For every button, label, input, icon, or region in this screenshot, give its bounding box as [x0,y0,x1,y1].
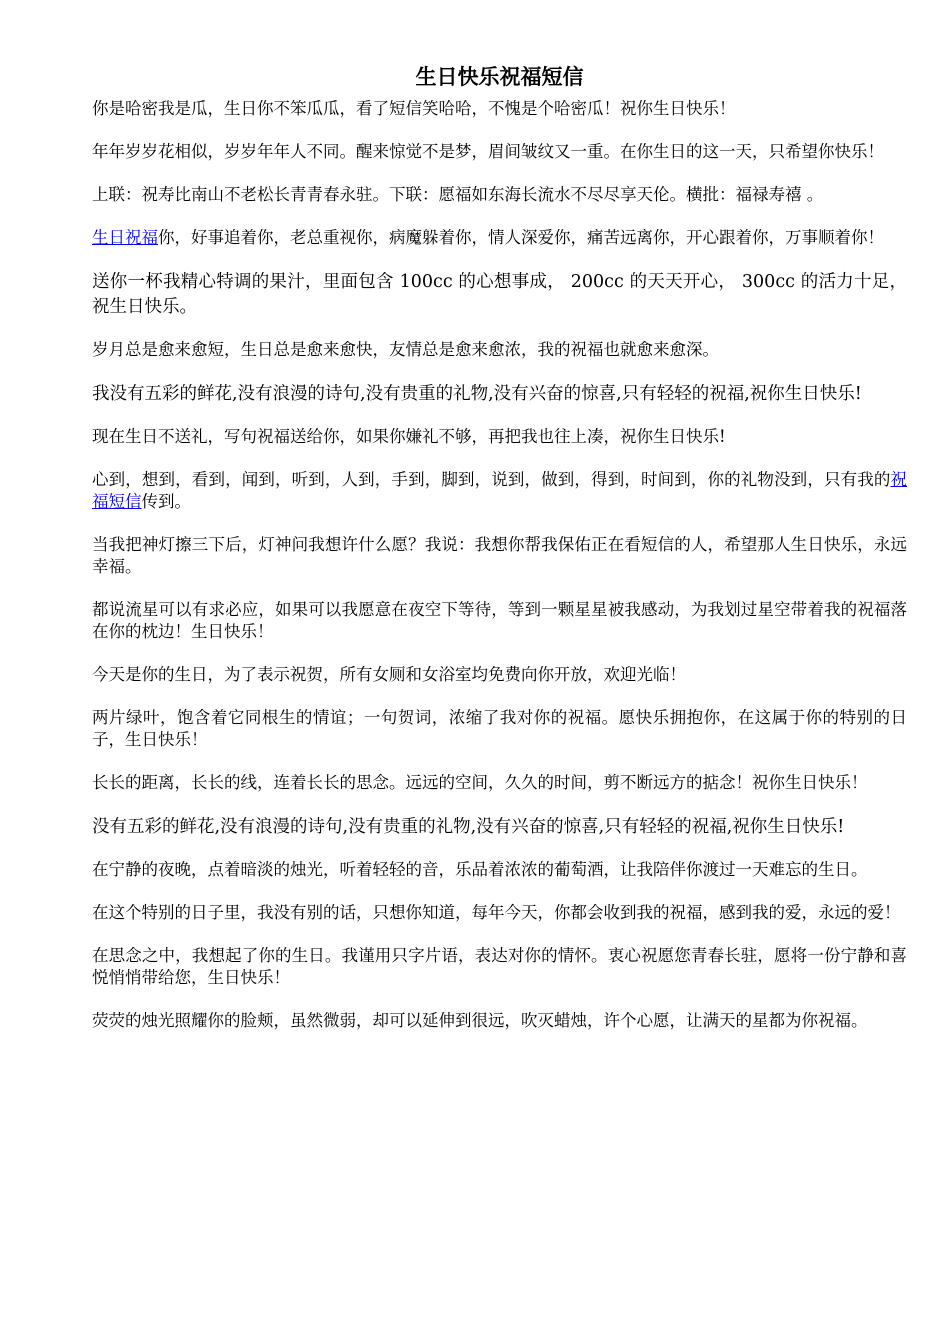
message-paragraph: 现在生日不送礼，写句祝福送给你，如果你嫌礼不够，再把我也往上凑，祝你生日快乐! [92,427,726,446]
message-paragraph: 在这个特别的日子里，我没有别的话，只想你知道，每年今天，你都会收到我的祝福，感到我的爱，永远的爱！ [92,903,901,922]
message-paragraph: 今天是你的生日，为了表示祝贺，所有女厕和女浴室均免费向你开放，欢迎光临！ [92,665,686,684]
message-paragraph: 当我把神灯擦三下后，灯神问我想许什么愿？我说：我想你帮我保佑正在看短信的人，希望那人生日快乐，永远幸福。 [92,535,907,576]
hyperlink[interactable]: 生日祝福 [92,228,158,247]
message-paragraph: 上联：祝寿比南山不老松长青青春永驻。下联：愿福如东海长流水不尽尽享天伦。横批：福禄寿禧 。 [92,185,824,204]
message-paragraph: 没有五彩的鲜花,没有浪漫的诗句,没有贵重的礼物,没有兴奋的惊喜,只有轻轻的祝福,祝你生日快乐! [92,817,845,837]
message-paragraph: 荧荧的烛光照耀你的脸颊，虽然微弱，却可以延伸到很远，吹灭蜡烛，许个心愿，让满天的星都为你祝福。 [92,1011,868,1030]
message-paragraph: 岁月总是愈来愈短，生日总是愈来愈快，友情总是愈来愈浓，我的祝福也就愈来愈深。 [92,340,719,359]
message-paragraph [92,469,907,513]
message-paragraph: 送你一杯我精心特调的果汁，里面包含 100cc 的心想事成， 200cc 的天天开心， 300cc 的活力十足，祝生日快乐。 [92,272,907,317]
message-paragraph: 年年岁岁花相似，岁岁年年人不同。醒来惊觉不是梦，眉间皱纹又一重。在你生日的这一天，只希望你快乐！ [92,142,884,161]
document-page [92,62,907,1053]
document-title: 生日快乐祝福短信 [415,65,584,89]
paragraph-text: 心到，想到，看到，闻到，听到，人到，手到，脚到，说到，做到，得到，时间到，你的礼物没到，只有我的 [92,470,891,489]
message-paragraph: 在宁静的夜晚，点着暗淡的烛光，听着轻轻的音，乐品着浓浓的葡萄酒，让我陪伴你渡过一天难忘的生日。 [92,860,868,879]
paragraph-text: 你，好事追着你，老总重视你，病魔躲着你，情人深爱你，痛苦远离你，开心跟着你，万事顺着你！ [158,228,884,247]
paragraph-text: 传到。 [141,492,191,511]
message-paragraph: 在思念之中，我想起了你的生日。我谨用只字片语，表达对你的情怀。衷心祝愿您青春长驻，愿将一份宁静和喜悦悄悄带给您，生日快乐！ [92,946,907,987]
message-paragraph: 都说流星可以有求必应，如果可以我愿意在夜空下等待，等到一颗星星被我感动，为我划过星空带着我的祝福落在你的枕边！生日快乐！ [92,600,907,641]
message-paragraph: 我没有五彩的鲜花,没有浪漫的诗句,没有贵重的礼物,没有兴奋的惊喜,只有轻轻的祝福,祝你生日快乐! [92,384,862,404]
message-list [92,98,907,1032]
message-paragraph: 两片绿叶，饱含着它同根生的情谊；一句贺词，浓缩了我对你的祝福。愿快乐拥抱你，在这属于你的特别的日子，生日快乐！ [92,708,907,749]
message-paragraph: 你是哈密我是瓜，生日你不笨瓜瓜，看了短信笑哈哈，不愧是个哈密瓜！祝你生日快乐！ [92,99,736,118]
hyperlink[interactable]: 祝福短信 [92,470,907,511]
message-paragraph [92,227,907,249]
message-paragraph: 长长的距离，长长的线，连着长长的思念。远远的空间，久久的时间，剪不断远方的掂念！祝你生日快乐！ [92,773,868,792]
